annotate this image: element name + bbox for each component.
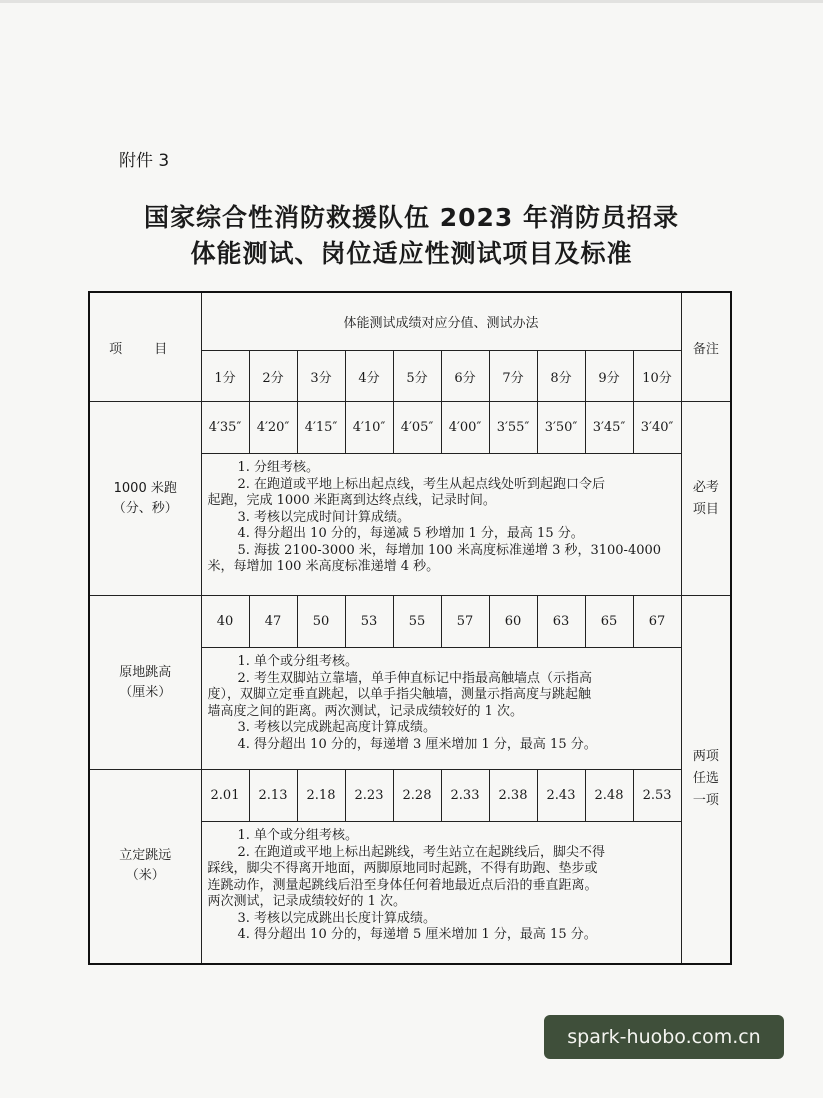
note-line: 任选 [692, 771, 719, 787]
method-line: 1. 单个或分组考核。 [237, 828, 359, 843]
value-cell: 4′35″ [201, 402, 249, 454]
header-note: 备注 [681, 292, 731, 402]
value-cell: 65 [585, 596, 633, 648]
value-cell: 3′40″ [633, 402, 681, 454]
method-line: 度），双脚立定垂直跳起，以单手指尖触墙，测量示指高度与跳起触 [207, 687, 592, 702]
value-cell: 50 [297, 596, 345, 648]
value-cell: 2.18 [297, 770, 345, 822]
watermark-badge: spark-huobo.com.cn [544, 1015, 784, 1059]
method-line: 3. 考核以完成时间计算成绩。 [237, 509, 411, 525]
value-cell: 2.38 [489, 770, 537, 822]
project-name: 1000 米跑 [113, 480, 177, 496]
score-header: 4分 [345, 351, 393, 402]
value-cell: 3′50″ [537, 402, 585, 454]
value-cell: 2.01 [201, 770, 249, 822]
value-cell: 2.53 [633, 770, 681, 822]
value-cell: 2.23 [345, 770, 393, 822]
value-cell: 60 [489, 596, 537, 648]
header-item: 项 目 [89, 292, 201, 402]
value-cell: 55 [393, 596, 441, 648]
value-cell: 53 [345, 596, 393, 648]
value-cell: 67 [633, 596, 681, 648]
score-header: 3分 [297, 351, 345, 402]
score-header: 6分 [441, 351, 489, 402]
note-line: 两项 [692, 749, 719, 765]
method-line: 两次测试，记录成绩较好的 1 次。 [207, 894, 407, 909]
method-line: 2. 在跑道或平地上标出起跳线，考生站立在起跳线后，脚尖不得 [237, 844, 606, 860]
attachment-label: 附件 3 [119, 151, 170, 171]
score-header: 10分 [633, 351, 681, 402]
score-header: 8分 [537, 351, 585, 402]
method-line: 米，每增加 100 米高度标准递增 4 秒。 [207, 559, 440, 574]
method-line: 2. 在跑道或平地上标出起点线，考生从起点线处听到起跑口令后 [237, 476, 606, 492]
method-line: 踩线，脚尖不得离开地面，两脚原地同时起跳，不得有助跑、垫步或 [207, 861, 598, 876]
project-cell [89, 402, 201, 596]
project-name: 立定跳远 [119, 848, 172, 864]
value-cell: 3′45″ [585, 402, 633, 454]
score-header: 1分 [201, 351, 249, 402]
method-line: 墙高度之间的距离。两次测试，记录成绩较好的 1 次。 [207, 703, 524, 719]
note-choose-one [681, 596, 731, 964]
document-title-line2: 体能测试、岗位适应性测试项目及标准 [190, 239, 633, 268]
score-header: 7分 [489, 351, 537, 402]
note-required [681, 402, 731, 596]
score-header: 2分 [249, 351, 297, 402]
method-line: 4. 得分超出 10 分的，每递增 5 厘米增加 1 分，最高 15 分。 [237, 927, 597, 942]
value-cell: 4′15″ [297, 402, 345, 454]
note-line: 必考 [692, 479, 719, 495]
value-cell: 2.13 [249, 770, 297, 822]
value-cell: 63 [537, 596, 585, 648]
method-line: 连跳动作，测量起跳线后沿至身体任何着地最近点后沿的垂直距离。 [207, 877, 598, 893]
method-line: 5. 海拔 2100-3000 米，每增加 100 米高度标准递增 3 秒，3100-4000 [237, 542, 662, 558]
value-cell: 2.43 [537, 770, 585, 822]
method-line: 2. 考生双脚站立靠墙，单手伸直标记中指最高触墙点（示指高 [237, 670, 593, 686]
value-cell: 4′05″ [393, 402, 441, 454]
document-title-line1: 国家综合性消防救援队伍 2023 年消防员招录 [144, 203, 679, 232]
note-line: 项目 [692, 501, 719, 517]
project-unit: （米） [125, 868, 165, 884]
value-cell: 2.28 [393, 770, 441, 822]
project-name: 原地跳高 [119, 664, 172, 680]
method-line: 3. 考核以完成跳出长度计算成绩。 [237, 910, 437, 926]
value-cell: 4′20″ [249, 402, 297, 454]
method-line: 1. 单个或分组考核。 [237, 654, 359, 669]
method-line: 1. 分组考核。 [237, 460, 320, 475]
project-cell [89, 770, 201, 964]
value-cell: 4′10″ [345, 402, 393, 454]
score-header: 5分 [393, 351, 441, 402]
method-text [201, 822, 681, 964]
value-cell: 2.33 [441, 770, 489, 822]
note-line: 一项 [692, 793, 719, 809]
value-cell: 3′55″ [489, 402, 537, 454]
method-text [201, 454, 681, 596]
project-unit: （厘米） [119, 684, 172, 700]
method-line: 起跑，完成 1000 米距离到达终点线，记录时间。 [207, 493, 496, 508]
standards-table [88, 291, 732, 965]
value-cell: 57 [441, 596, 489, 648]
value-cell: 2.48 [585, 770, 633, 822]
value-cell: 4′00″ [441, 402, 489, 454]
value-cell: 47 [249, 596, 297, 648]
value-cell: 40 [201, 596, 249, 648]
method-line: 4. 得分超出 10 分的，每递增 3 厘米增加 1 分，最高 15 分。 [237, 736, 597, 752]
project-cell [89, 596, 201, 770]
method-line: 4. 得分超出 10 分的，每递减 5 秒增加 1 分，最高 15 分。 [237, 526, 584, 541]
score-header: 9分 [585, 351, 633, 402]
project-unit: （分、秒） [112, 500, 178, 516]
method-text [201, 648, 681, 770]
top-border [0, 0, 823, 3]
header-score-title: 体能测试成绩对应分值、测试办法 [201, 292, 681, 351]
method-line: 3. 考核以完成跳起高度计算成绩。 [237, 720, 437, 735]
